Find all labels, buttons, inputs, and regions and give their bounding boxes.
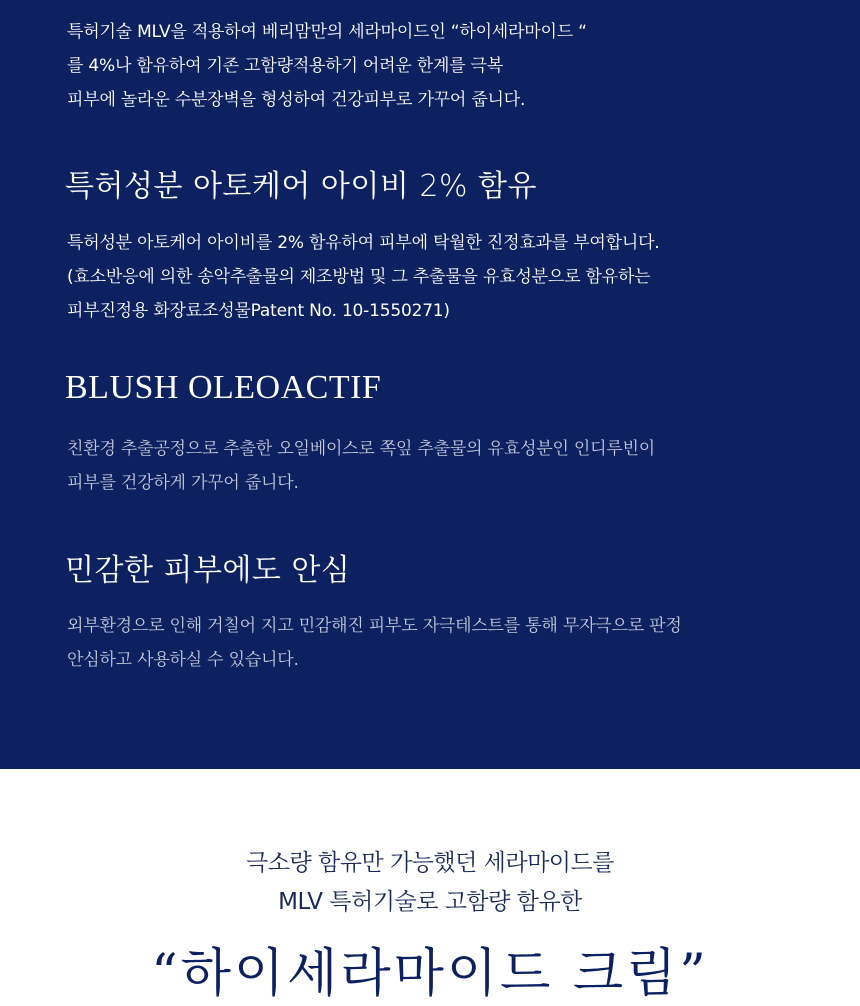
section-line: 안심하고 사용하실 수 있습니다. <box>67 650 299 670</box>
intro-line: 를 4%나 함유하여 기존 고함량적용하기 어려운 한계를 극복 <box>67 56 504 76</box>
section-line: 특허성분 아토케어 아이비를 2% 함유하여 피부에 탁월한 진정효과를 부여합니다. <box>67 233 660 253</box>
section-line: 피부를 건강하게 가꾸어 줍니다. <box>67 473 299 493</box>
intro-paragraph <box>67 15 587 117</box>
intro-line: 피부에 놀라운 수분장벽을 형성하여 건강피부로 가꾸어 줍니다. <box>67 90 526 110</box>
section-heading-sensitive-skin: 민감한 피부에도 안심 <box>65 553 351 588</box>
section-body-atocare <box>67 226 660 328</box>
promo-line-1: 극소량 함유만 가능했던 세라마이드를 <box>246 850 614 876</box>
section-body-sensitive-skin <box>67 609 682 677</box>
section-line: 외부환경으로 인해 거칠어 지고 민감해진 피부도 자극테스트를 통해 무자극으로 판정 <box>67 616 682 636</box>
section-heading-blush-oleoactif: BLUSH OLEOACTIF <box>65 369 382 406</box>
section-line: 친환경 추출공정으로 추출한 오일베이스로 쪽잎 추출물의 유효성분인 인디루빈이 <box>67 439 655 459</box>
section-line: (효소반응에 의한 송악추출물의 제조방법 및 그 추출물을 유효성분으로 함유하는 <box>67 267 651 287</box>
section-body-blush-oleoactif <box>67 432 655 500</box>
promo-line-2: MLV 특허기술로 고함량 함유한 <box>278 889 582 915</box>
intro-line: 특허기술 MLV을 적용하여 베리맘만의 세라마이드인 “하이세라마이드 “ <box>67 22 587 42</box>
section-line: 피부진정용 화장료조성물Patent No. 10-1550271) <box>67 301 450 321</box>
product-name-title: “하이세라마이드 크림” <box>151 944 709 1004</box>
section-heading-atocare: 특허성분 아토케어 아이비 2% 함유 <box>65 169 537 204</box>
product-promo-section <box>0 769 860 1004</box>
